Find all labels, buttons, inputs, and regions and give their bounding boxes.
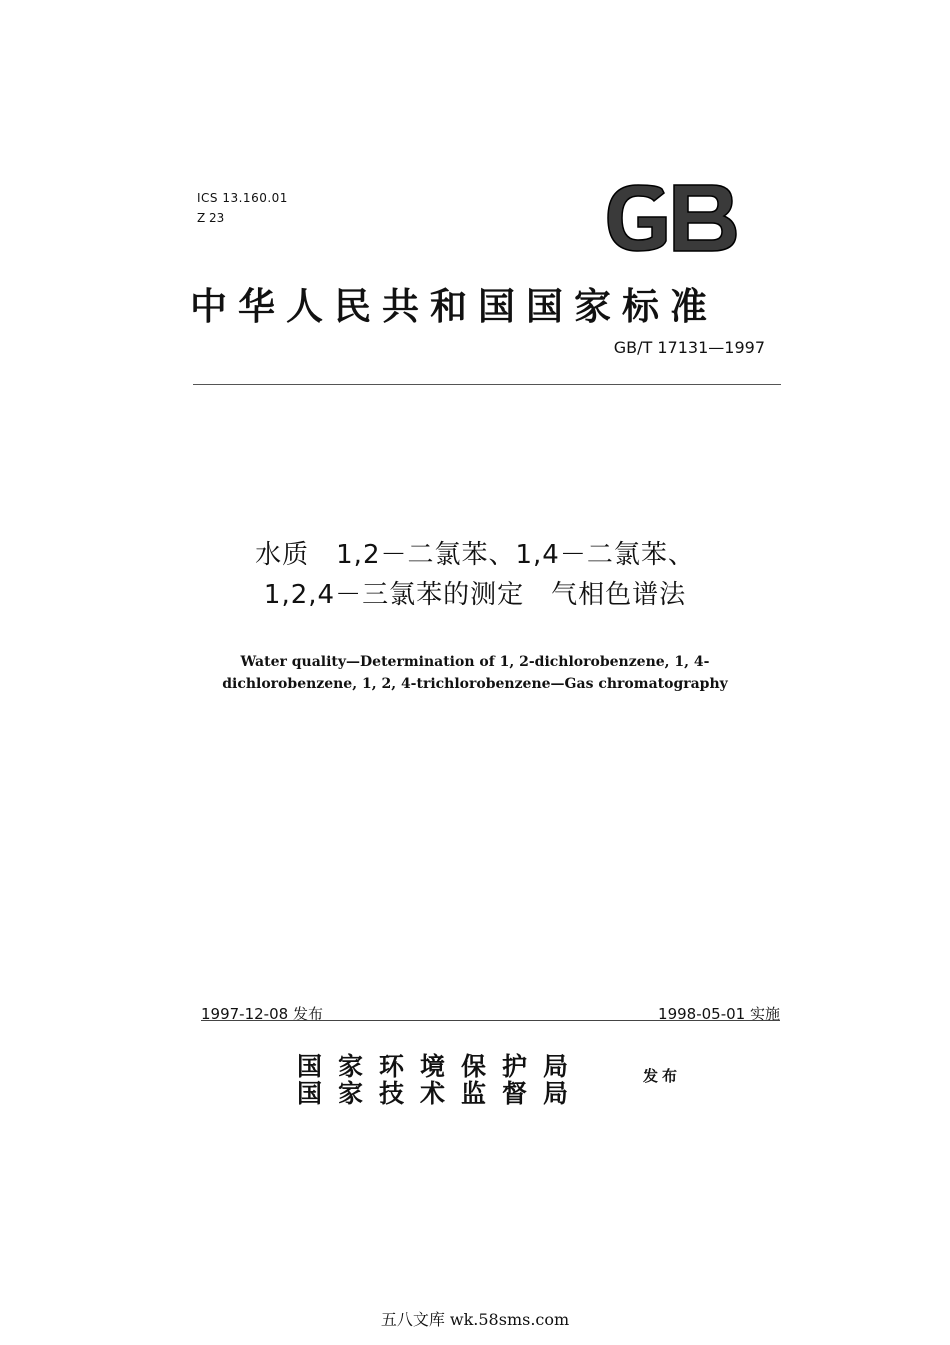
english-title-line-2: dichlorobenzene, 1, 2, 4-trichlorobenzene—Gas chromatography <box>222 676 728 692</box>
chinese-title-line-2: 1,2,4－三氯苯的测定 气相色谱法 <box>263 580 687 610</box>
footer-watermark: 五八文库 wk.58sms.com <box>380 1310 570 1329</box>
classification-code: Z 23 <box>197 211 225 225</box>
publish-label: 发布 <box>643 1067 682 1085</box>
issuer-line-2: 国家技术监督局 <box>297 1079 585 1108</box>
issue-date: 1997-12-08 发布 <box>201 1005 323 1023</box>
effective-date: 1998-05-01 实施 <box>658 1005 780 1023</box>
date-divider <box>201 1020 780 1021</box>
header-divider <box>193 384 781 385</box>
standard-number: GB/T 17131—1997 <box>613 338 765 357</box>
english-title-line-1: Water quality—Determination of 1, 2-dichlorobenzene, 1, 4- <box>240 654 710 670</box>
issuer-line-1: 国家环境保护局 <box>297 1052 585 1081</box>
chinese-title-line-1: 水质 1,2－二氯苯、1,4－二氯苯、 <box>255 540 695 570</box>
ics-code: ICS 13.160.01 <box>197 191 288 205</box>
gb-logo <box>604 183 738 253</box>
national-standard-title: 中华人民共和国国家标准 <box>190 284 718 328</box>
